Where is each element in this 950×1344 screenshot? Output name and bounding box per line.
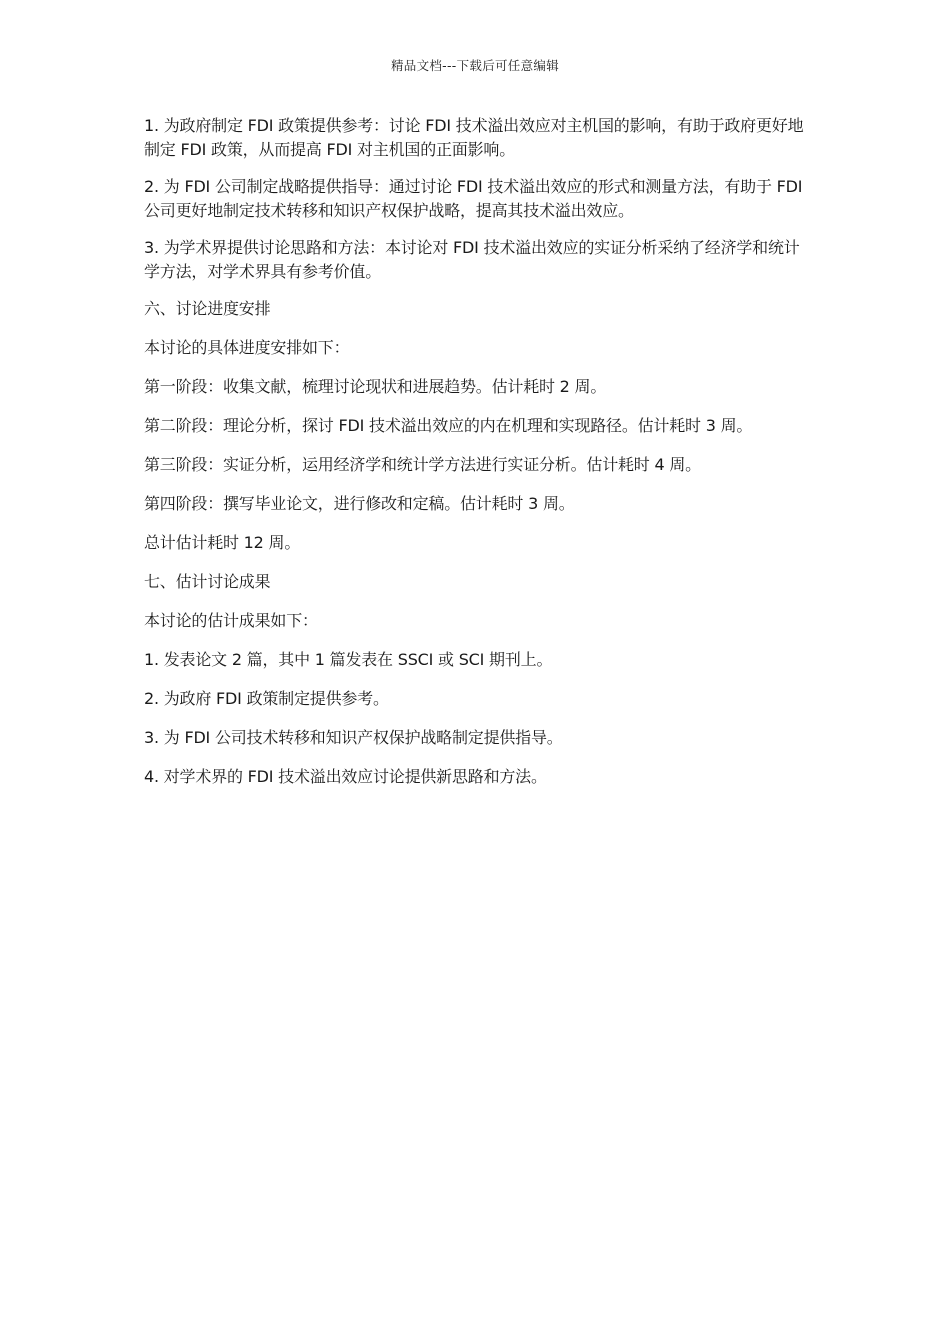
schedule-stage-2: 第二阶段：理论分析，探讨 FDI 技术溢出效应的内在机理和实现路径。估计耗时 3 周。 xyxy=(144,416,753,435)
schedule-intro: 本讨论的具体进度安排如下： xyxy=(144,338,350,357)
schedule-stage-3: 第三阶段：实证分析，运用经济学和统计学方法进行实证分析。估计耗时 4 周。 xyxy=(144,455,701,474)
outcome-item-4: 4. 对学术界的 FDI 技术溢出效应讨论提供新思路和方法。 xyxy=(144,767,547,786)
benefit-item-2: 2. 为 FDI 公司制定战略提供指导：通过讨论 FDI 技术溢出效应的形式和测量方法，有助于 FDI 公司更好地制定技术转移和知识产权保护战略，提高其技术溢出效应。 xyxy=(144,177,803,220)
benefit-item-1: 1. 为政府制定 FDI 政策提供参考：讨论 FDI 技术溢出效应对主机国的影响，有助于政府更好地制定 FDI 政策，从而提高 FDI 对主机国的正面影响。 xyxy=(144,116,804,159)
outcome-item-1: 1. 发表论文 2 篇，其中 1 篇发表在 SSCI 或 SCI 期刊上。 xyxy=(144,650,553,669)
schedule-total: 总计估计耗时 12 周。 xyxy=(144,533,301,552)
benefit-item-3: 3. 为学术界提供讨论思路和方法：本讨论对 FDI 技术溢出效应的实证分析采纳了经济学和统计学方法，对学术界具有参考价值。 xyxy=(144,238,800,281)
schedule-stage-4: 第四阶段：撰写毕业论文，进行修改和定稿。估计耗时 3 周。 xyxy=(144,494,575,513)
section-heading-schedule: 六、讨论进度安排 xyxy=(144,299,271,318)
outcomes-intro: 本讨论的估计成果如下： xyxy=(144,611,318,630)
outcome-item-2: 2. 为政府 FDI 政策制定提供参考。 xyxy=(144,689,389,708)
schedule-stage-1: 第一阶段：收集文献，梳理讨论现状和进展趋势。估计耗时 2 周。 xyxy=(144,377,607,396)
document-body xyxy=(144,114,812,804)
outcome-item-3: 3. 为 FDI 公司技术转移和知识产权保护战略制定提供指导。 xyxy=(144,728,563,747)
page-header: 精品文档---下载后可任意编辑 xyxy=(390,58,560,73)
section-heading-outcomes: 七、估计讨论成果 xyxy=(144,572,271,591)
